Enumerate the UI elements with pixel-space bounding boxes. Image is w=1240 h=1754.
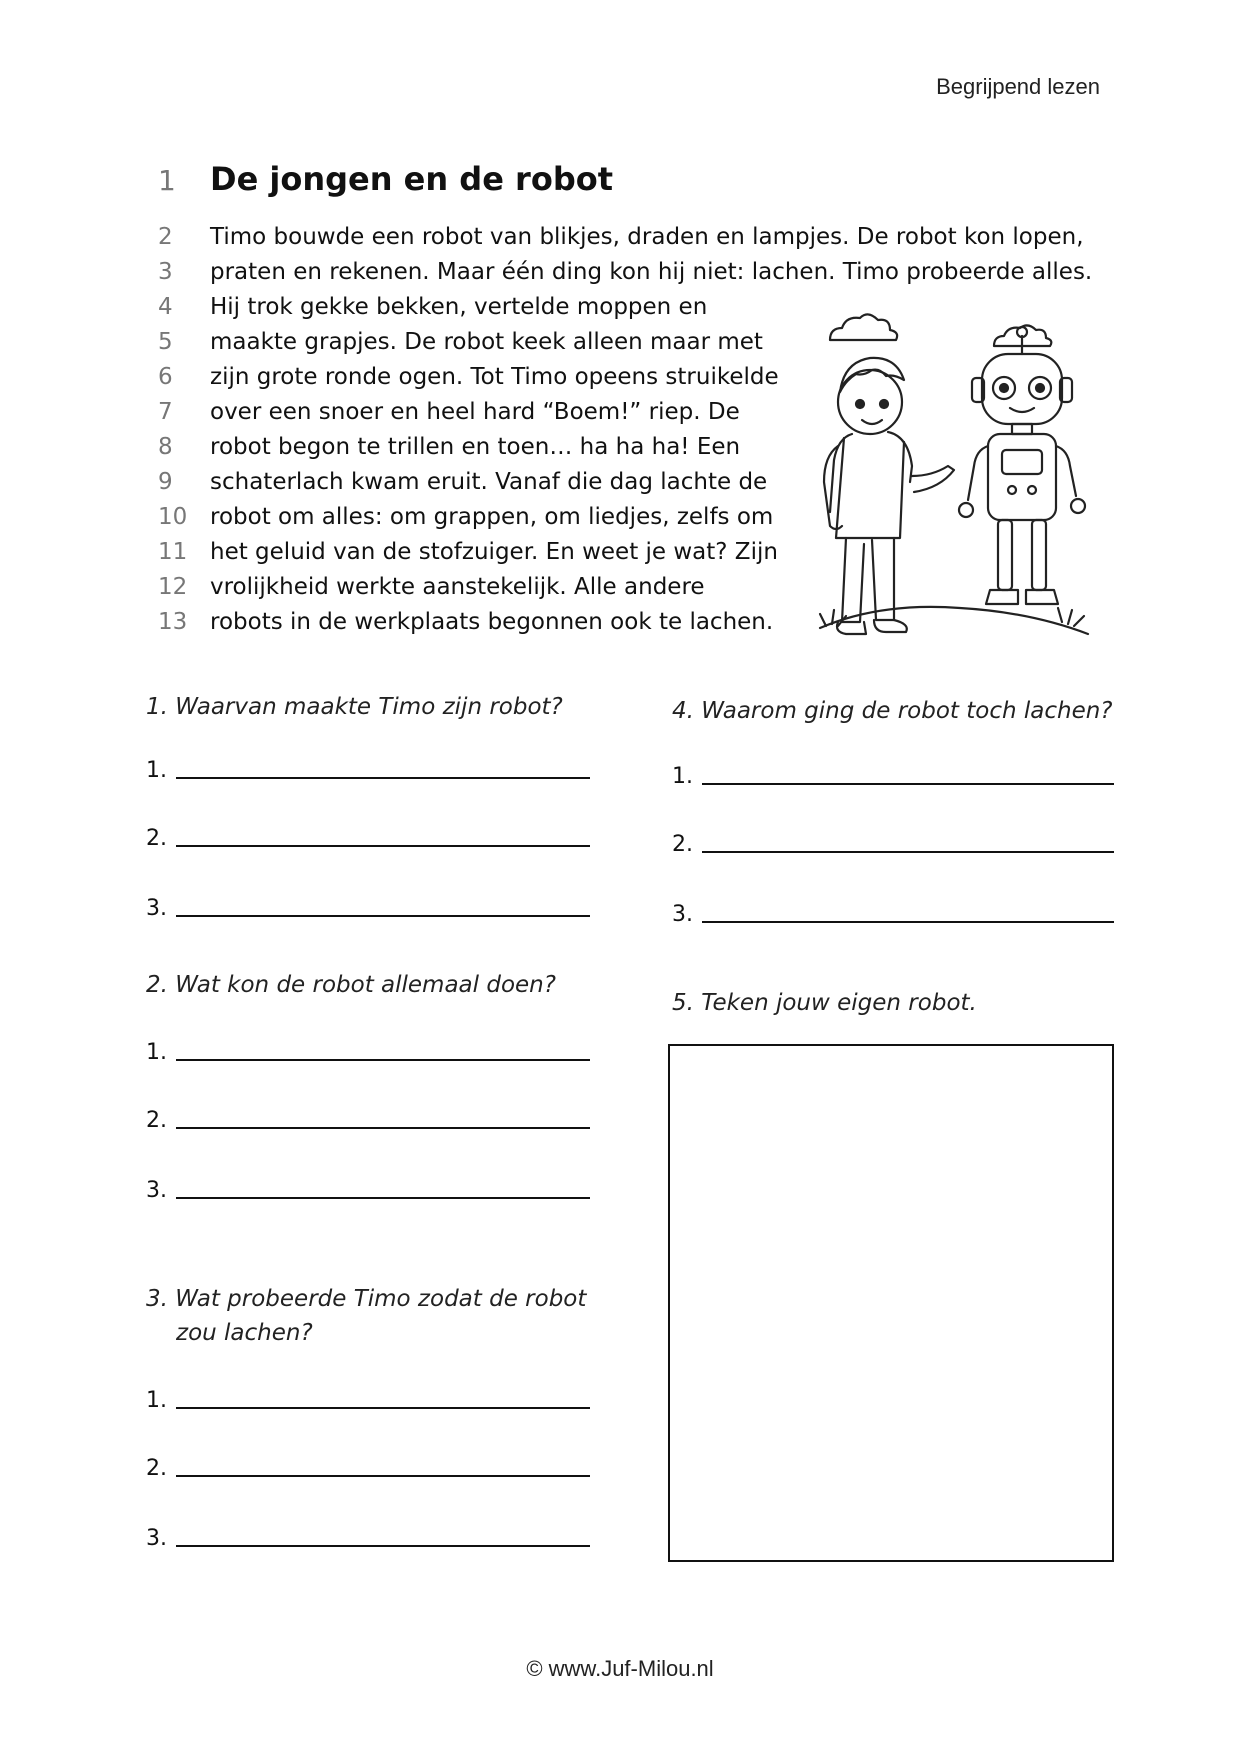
story-text: maakte grapjes. De robot keek alleen maar met: [210, 329, 763, 355]
answer-line[interactable]: [146, 1388, 590, 1413]
answer-number: 2.: [672, 832, 693, 857]
question-5: 5. Teken jouw eigen robot.: [672, 990, 977, 1016]
answer-number: 1.: [146, 1040, 167, 1065]
story-text: robot begon te trillen en toen… ha ha ha! Een: [210, 434, 741, 460]
question-3: 3. Wat probeerde Timo zodat de robot: [146, 1286, 587, 1312]
answer-number: 3.: [146, 896, 167, 921]
answer-line[interactable]: [146, 1456, 590, 1481]
answer-number: 2.: [146, 1108, 167, 1133]
story-text: robot om alles: om grappen, om liedjes, zelfs om: [210, 504, 774, 530]
answer-number: 2.: [146, 1456, 167, 1481]
story-line: [158, 220, 1098, 255]
answer-line[interactable]: [146, 1040, 590, 1065]
answer-line[interactable]: [146, 896, 590, 921]
story-text: Timo bouwde een robot van blikjes, draden en lampjes. De robot kon lopen,: [210, 224, 1084, 250]
answer-line[interactable]: [146, 826, 590, 851]
story-text: het geluid van de stofzuiger. En weet je wat? Zijn: [210, 539, 778, 565]
answer-number: 3.: [146, 1526, 167, 1551]
story-title-line: [158, 154, 1098, 204]
line-number: 10: [158, 504, 188, 530]
answer-line[interactable]: [146, 1108, 590, 1133]
line-number: 9: [158, 469, 173, 495]
line-number: 12: [158, 574, 188, 600]
story-text: Hij trok gekke bekken, vertelde moppen en: [210, 294, 708, 320]
question-2: 2. Wat kon de robot allemaal doen?: [146, 972, 556, 998]
subject-label: Begrijpend lezen: [936, 74, 1100, 99]
footer-copyright: © www.Juf-Milou.nl: [526, 1656, 714, 1681]
line-number: 6: [158, 364, 173, 390]
line-number: 3: [158, 259, 173, 285]
story-text: over een snoer en heel hard “Boem!” riep. De: [210, 399, 740, 425]
answer-number: 2.: [146, 826, 167, 851]
story-title: De jongen en de robot: [210, 160, 613, 198]
answer-number: 1.: [146, 1388, 167, 1413]
answer-number: 3.: [672, 902, 693, 927]
story-text: schaterlach kwam eruit. Vanaf die dag lachte de: [210, 469, 768, 495]
answer-number: 1.: [672, 764, 693, 789]
story-text: vrolijkheid werkte aanstekelijk. Alle andere: [210, 574, 705, 600]
line-number: 5: [158, 329, 173, 355]
story-text: robots in de werkplaats begonnen ook te lachen.: [210, 609, 774, 635]
drawing-box[interactable]: [668, 1044, 1114, 1562]
answer-line[interactable]: [672, 902, 1114, 927]
boy-and-robot-illustration: [812, 306, 1094, 664]
line-number: 11: [158, 539, 188, 565]
line-number: 2: [158, 224, 173, 250]
question-3-continued: zou lachen?: [176, 1320, 313, 1346]
answer-line[interactable]: [146, 1178, 590, 1203]
line-number: 8: [158, 434, 173, 460]
answer-line[interactable]: [672, 764, 1114, 789]
story-line: [158, 255, 1098, 290]
answer-line[interactable]: [672, 832, 1114, 857]
line-number: 7: [158, 399, 173, 425]
line-number: 4: [158, 294, 173, 320]
question-1: 1. Waarvan maakte Timo zijn robot?: [146, 694, 563, 720]
answer-number: 1.: [146, 758, 167, 783]
line-number: 13: [158, 609, 188, 635]
line-number: 1: [158, 164, 176, 197]
story-text: praten en rekenen. Maar één ding kon hij niet: lachen. Timo probeerde alles.: [210, 259, 1093, 285]
answer-number: 3.: [146, 1178, 167, 1203]
story-text: zijn grote ronde ogen. Tot Timo opeens struikelde: [210, 364, 779, 390]
answer-line[interactable]: [146, 1526, 590, 1551]
question-4: 4. Waarom ging de robot toch lachen?: [672, 698, 1113, 724]
answer-line[interactable]: [146, 758, 590, 783]
